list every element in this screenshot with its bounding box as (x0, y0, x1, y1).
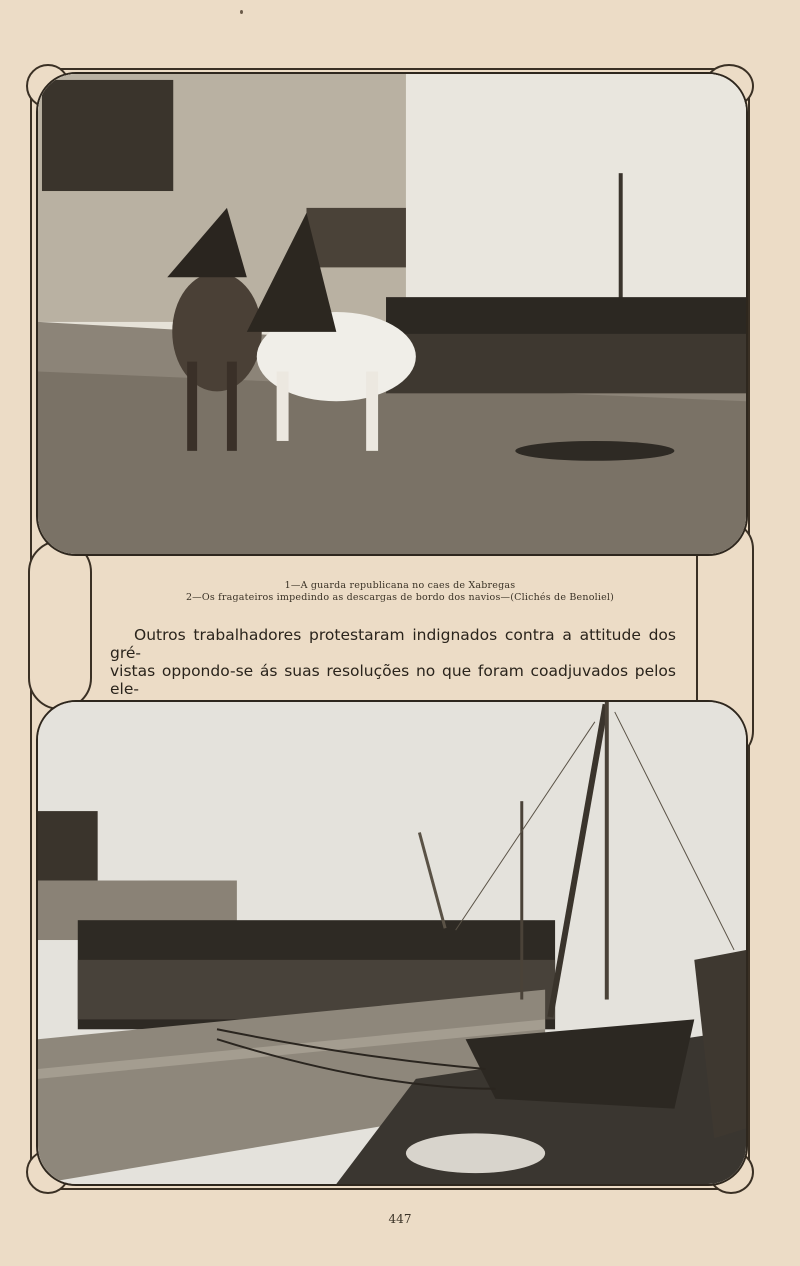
photo-republican-guard (36, 72, 748, 556)
photo-boatmen-quay (36, 700, 748, 1186)
photo-caption-2: 2—Os fragateiros impedindo as descargas de bordo dos navios—(Clichés de Benoliel) (185, 592, 615, 603)
side-ornament-left (28, 540, 92, 710)
paper-speck (240, 10, 243, 14)
paragraph-line-1: Outros trabalhadores protestaram indignados contra a attitude dos gré- (110, 626, 676, 662)
photo-quay-scene (38, 702, 746, 1184)
paragraph-line-2: vistas oppondo-se ás suas resoluções no que foram coadjuvados pelos ele- (110, 662, 676, 698)
page-number: 447 (388, 1212, 412, 1226)
photo-caption-1: 1—A guarda republicana no caes de Xabregas (284, 580, 516, 591)
photo-guard-scene (38, 74, 746, 554)
